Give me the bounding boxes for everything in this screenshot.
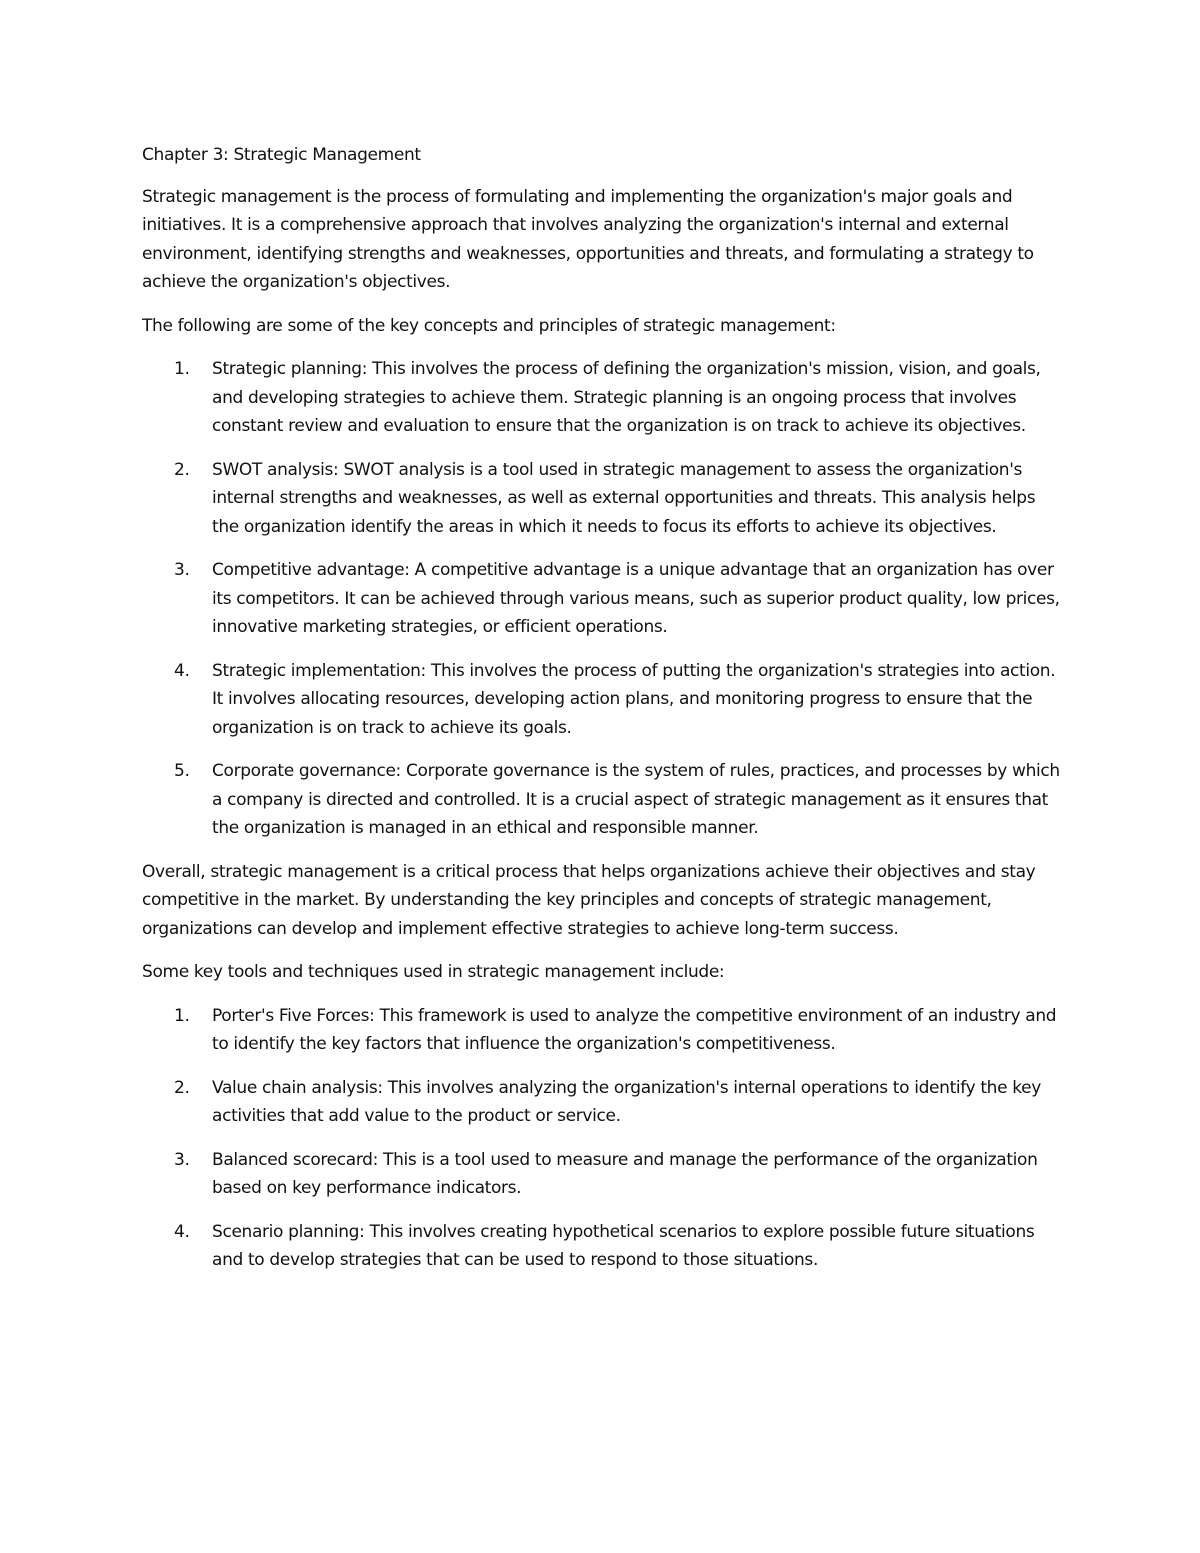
tools-list: [142, 1002, 1067, 1275]
list-item: [142, 1002, 1067, 1059]
list-item-number: 5.: [174, 761, 190, 781]
list-item-number: 4.: [174, 660, 190, 681]
list-item: [142, 657, 1067, 743]
list-item-text: Corporate governance: Corporate governance is the system of rules, practices, and processes by which a company is directed and controlled. It is a crucial aspect of strategic management as it ensures that the organization is managed in an ethical and responsible manner.: [212, 761, 1060, 838]
list-item-number: 3.: [174, 560, 190, 580]
list-item: [142, 456, 1067, 542]
intro-paragraph: Strategic management is the process of formulating and implementing the organization's major goals and initiatives. It is a comprehensive approach that involves analyzing the organization's internal and external environment, identifying strengths and weaknesses, opportunities and threats, and formulating a strategy to achieve the organization's objectives.: [142, 186, 1034, 292]
list-item-text: Competitive advantage: A competitive advantage is a unique advantage that an organization has over its competitors. It can be achieved through various means, such as superior product quality, low prices, innovative marketing strategies, or efficient operations.: [212, 560, 1060, 637]
list-item-text: Value chain analysis: This involves analyzing the organization's internal operations to identify the key activities that add value to the product or service.: [212, 1077, 1041, 1126]
list-item: [142, 1218, 1067, 1275]
list-item-number: 1.: [174, 359, 190, 379]
list-item-text: Strategic planning: This involves the process of defining the organization's mission, vision, and goals, and developing strategies to achieve them. Strategic planning is an ongoing process that involves constant review and evaluation to ensure that the organization is on track to achieve its objectives.: [212, 359, 1041, 436]
list-item-number: 3.: [174, 1149, 190, 1170]
list-item: [142, 757, 1067, 843]
list-item-number: 2.: [174, 459, 190, 480]
list-item-number: 2.: [174, 1077, 190, 1098]
tools-lead-paragraph: Some key tools and techniques used in strategic management include:: [142, 962, 725, 982]
list-item: [142, 1074, 1067, 1131]
chapter-title: Chapter 3: Strategic Management: [142, 145, 421, 165]
list-item-text: Scenario planning: This involves creating hypothetical scenarios to explore possible future situations and to develop strategies that can be used to respond to those situations.: [212, 1221, 1035, 1270]
concepts-lead-paragraph: The following are some of the key concepts and principles of strategic management:: [142, 315, 836, 336]
list-item-number: 1.: [174, 1005, 190, 1026]
list-item-text: Strategic implementation: This involves the process of putting the organization's strategies into action. It involves allocating resources, developing action plans, and monitoring progress to ensure that the organization is on track to achieve its goals.: [212, 660, 1056, 738]
list-item-number: 4.: [174, 1221, 190, 1242]
list-item-text: Balanced scorecard: This is a tool used to measure and manage the performance of the organization based on key performance indicators.: [212, 1149, 1038, 1198]
list-item: [142, 1146, 1067, 1203]
concepts-list: [142, 355, 1067, 843]
list-item-text: Porter's Five Forces: This framework is used to analyze the competitive environment of an industry and to identify the key factors that influence the organization's competitiveness.: [212, 1005, 1057, 1054]
list-item-text: SWOT analysis: SWOT analysis is a tool used in strategic management to assess the organization's internal strengths and weaknesses, as well as external opportunities and threats. This analysis helps the organization identify the areas in which it needs to focus its efforts to achieve its objectives.: [212, 459, 1036, 537]
overall-paragraph: Overall, strategic management is a critical process that helps organizations achieve their objectives and stay competitive in the market. By understanding the key principles and concepts of strategic management, organizations can develop and implement effective strategies to achieve long-term success.: [142, 861, 1036, 939]
list-item: [142, 556, 1067, 642]
document-body: [142, 141, 1067, 1290]
list-item: [142, 355, 1067, 441]
